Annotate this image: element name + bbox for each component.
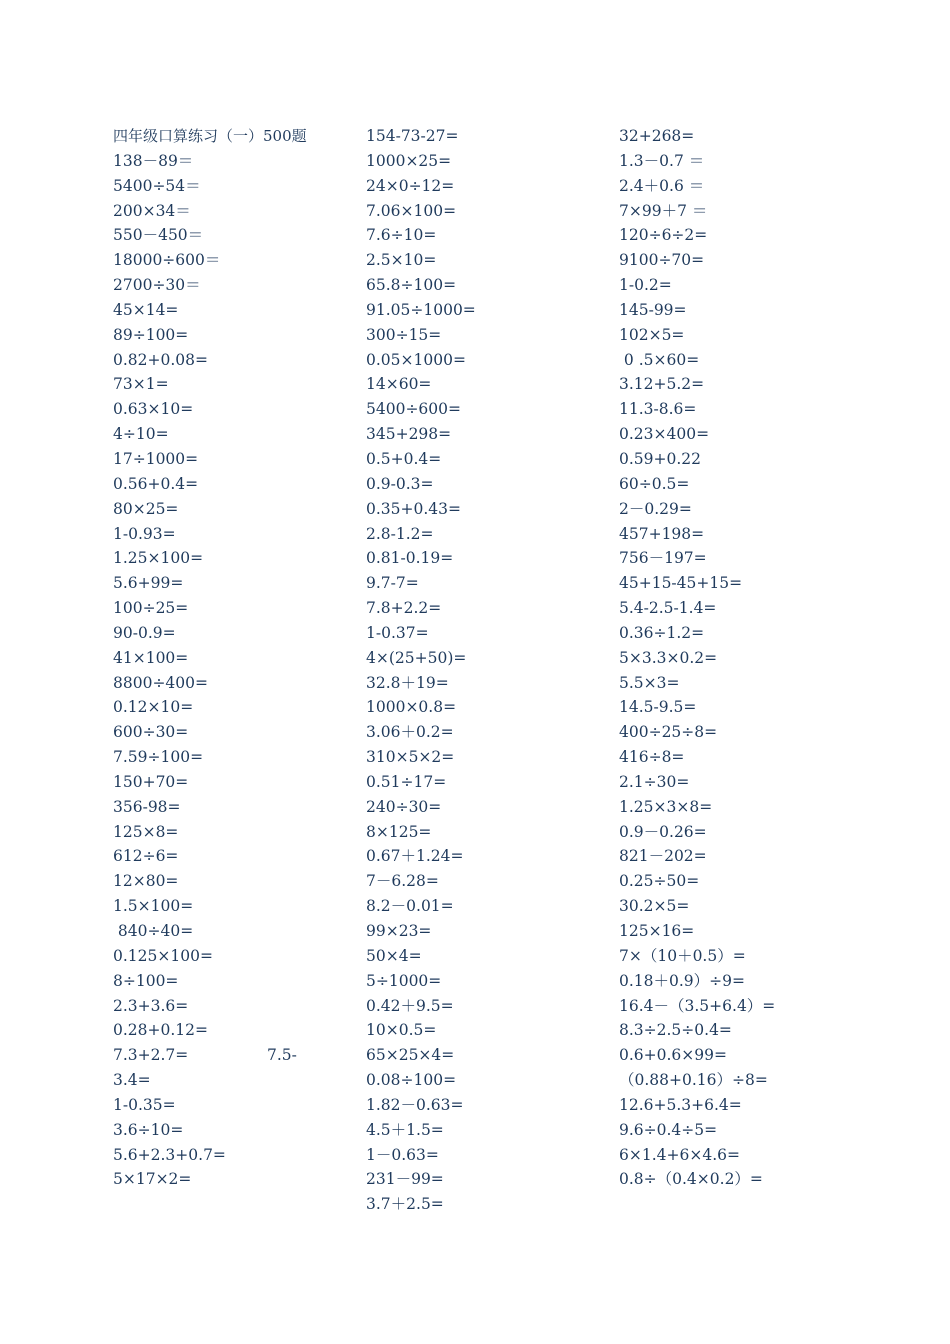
problem-item: 0.63×10=	[113, 400, 194, 419]
problem-item: 4×(25+50)=	[366, 648, 467, 667]
problem-item: 7.8+2.2=	[366, 599, 442, 618]
problem-text-continued: 7.5-	[267, 1046, 297, 1065]
problem-item: 11.3-8.6=	[619, 400, 697, 419]
problem-item: 65×25×4=	[366, 1046, 455, 1065]
problem-item: 1-0.37=	[366, 623, 429, 642]
problem-item: 41×100=	[113, 648, 189, 667]
problem-item: 32.8＋19=	[366, 673, 449, 692]
problem-item: 5÷1000=	[366, 971, 442, 990]
problem-item: 0.36÷1.2=	[619, 623, 705, 642]
problem-item: 1.82－0.63=	[366, 1095, 464, 1114]
problem-item: 3.4=	[113, 1071, 151, 1090]
problem-item: 0.5+0.4=	[366, 449, 442, 468]
problem-item: 2.4＋0.6 ＝	[619, 176, 705, 195]
problem-item: 12.6+5.3+6.4=	[619, 1095, 742, 1114]
problem-item: 50×4=	[366, 946, 422, 965]
problem-item: 73×1=	[113, 375, 169, 394]
problem-item: 0.56+0.4=	[113, 474, 199, 493]
problem-item: 5.4-2.5-1.4=	[619, 599, 717, 618]
problem-item: 17÷1000=	[113, 449, 199, 468]
problem-item: 0.9-0.3=	[366, 474, 434, 493]
problem-item: 416÷8=	[619, 748, 685, 767]
problem-item: 2－0.29=	[619, 499, 692, 518]
problem-item: 600÷30=	[113, 723, 189, 742]
problem-item: 7×（10＋0.5）=	[619, 946, 746, 965]
problem-item: 8.3÷2.5÷0.4=	[619, 1021, 732, 1040]
problem-item: 7×99＋7 ＝	[619, 201, 708, 220]
problem-item: 14.5-9.5=	[619, 698, 697, 717]
problem-item: 150+70=	[113, 772, 189, 791]
problem-item: 0.6+0.6×99=	[619, 1046, 727, 1065]
problem-item: 91.05÷1000=	[366, 300, 476, 319]
problem-column-1	[113, 124, 353, 1192]
problem-item: 60÷0.5=	[619, 474, 690, 493]
problem-item: 99×23=	[366, 922, 432, 940]
problem-item: 1000×25=	[366, 151, 452, 170]
problem-item: 90-0.9=	[113, 623, 176, 642]
problem-item: 400÷25÷8=	[619, 723, 718, 742]
problem-item: 120÷6÷2=	[619, 226, 708, 245]
problem-item: 125×16=	[619, 922, 695, 940]
problem-item: 5.5×3=	[619, 673, 680, 692]
problem-item: 16.4－（3.5+6.4）=	[619, 996, 776, 1015]
problem-item: 200×34＝	[113, 201, 191, 220]
problem-item: 5×17×2=	[113, 1170, 192, 1189]
problem-item: 5.6+99=	[113, 574, 184, 593]
problem-item: 9.6÷0.4÷5=	[619, 1120, 718, 1139]
problem-item: 0.8÷（0.4×0.2）=	[619, 1170, 763, 1189]
problem-item: 5×3.3×0.2=	[619, 648, 718, 667]
problem-item: 0.82+0.08=	[113, 350, 208, 369]
problem-item: 3.12+5.2=	[619, 375, 705, 394]
problem-item: 65.8÷100=	[366, 276, 457, 295]
problem-item: 89÷100=	[113, 325, 189, 344]
problem-item: 138－89＝	[113, 151, 194, 170]
problem-item: 3.6÷10=	[113, 1120, 184, 1139]
problem-item: （0.88+0.16）÷8=	[619, 1071, 768, 1090]
problem-item: 80×25=	[113, 499, 179, 518]
worksheet-title: 四年级口算练习（一）500题	[113, 127, 307, 145]
problem-item: 2.1÷30=	[619, 772, 690, 791]
problem-item: 0.59+0.22	[619, 449, 702, 468]
problem-item: 5400÷54＝	[113, 176, 201, 195]
problem-item: 12×80=	[113, 872, 179, 891]
problem-item: 240÷30=	[366, 797, 442, 816]
problem-item: 1-0.2=	[619, 276, 672, 295]
problem-item: 0.51÷17=	[366, 772, 447, 791]
problem-item: 3.7＋2.5=	[366, 1195, 444, 1214]
problem-item	[113, 1043, 353, 1068]
problem-item: 14×60=	[366, 375, 432, 394]
problem-item: 7－6.28=	[366, 872, 439, 891]
problem-item: 10×0.5=	[366, 1021, 437, 1040]
problem-item: 2700÷30＝	[113, 276, 201, 295]
problem-item: 8×125=	[366, 822, 432, 841]
problem-item: 1.5×100=	[113, 897, 194, 916]
problem-item: 1-0.93=	[113, 524, 176, 543]
problem-item: 756－197=	[619, 549, 707, 568]
problem-text: 7.3+2.7=	[113, 1046, 189, 1065]
problem-item: 154-73-27=	[366, 127, 459, 145]
problem-item: 102×5=	[619, 325, 685, 344]
problem-column-2	[366, 124, 606, 1217]
problem-item: 5400÷600=	[366, 400, 462, 419]
problem-item: 8.2－0.01=	[366, 897, 454, 916]
problem-item: 0.42＋9.5=	[366, 996, 454, 1015]
problem-item: 45+15-45+15=	[619, 574, 743, 593]
problem-item: 32+268=	[619, 127, 695, 145]
problem-item: 840÷40=	[113, 922, 194, 940]
problem-item: 0.81-0.19=	[366, 549, 454, 568]
problem-item: 1.3－0.7 ＝	[619, 151, 705, 170]
problem-item: 24×0÷12=	[366, 176, 455, 195]
problem-item: 6×1.4+6×4.6=	[619, 1145, 740, 1164]
problem-item: 310×5×2=	[366, 748, 455, 767]
problem-item: 9100÷70=	[619, 251, 705, 270]
problem-item: 0.12×10=	[113, 698, 194, 717]
problem-item: 0.125×100=	[113, 946, 213, 965]
problem-column-3	[619, 124, 919, 1192]
problem-item: 145-99=	[619, 300, 687, 319]
problem-item: 0.23×400=	[619, 425, 710, 444]
problem-item: 0.25÷50=	[619, 872, 700, 891]
problem-item: 300÷15=	[366, 325, 442, 344]
problem-item: 7.59÷100=	[113, 748, 204, 767]
problem-item: 0.28+0.12=	[113, 1021, 208, 1040]
problem-item: 8800÷400=	[113, 673, 209, 692]
problem-item: 457+198=	[619, 524, 705, 543]
problem-item: 1－0.63=	[366, 1145, 439, 1164]
problem-item: 8÷100=	[113, 971, 179, 990]
problem-item: 612÷6=	[113, 847, 179, 866]
problem-item: 1.25×3×8=	[619, 797, 713, 816]
problem-item: 345+298=	[366, 425, 452, 444]
problem-item: 9.7-7=	[366, 574, 419, 593]
problem-item: 1-0.35=	[113, 1095, 176, 1114]
problem-item: 550－450＝	[113, 226, 204, 245]
problem-item: 7.6÷10=	[366, 226, 437, 245]
problem-item: 231－99=	[366, 1170, 444, 1189]
problem-item: 4.5＋1.5=	[366, 1120, 444, 1139]
problem-item: 821－202=	[619, 847, 707, 866]
problem-item: 0 .5×60=	[619, 350, 700, 369]
problem-item: 2.5×10=	[366, 251, 437, 270]
problem-item: 18000÷600＝	[113, 251, 221, 270]
problem-item: 7.06×100=	[366, 201, 457, 220]
problem-item: 1.25×100=	[113, 549, 204, 568]
problem-item: 125×8=	[113, 822, 179, 841]
problem-item: 3.06＋0.2=	[366, 723, 454, 742]
problem-item: 0.05×1000=	[366, 350, 466, 369]
problem-item: 2.8-1.2=	[366, 524, 434, 543]
problem-item: 0.18＋0.9）÷9=	[619, 971, 745, 990]
problem-item: 100÷25=	[113, 599, 189, 618]
problem-item: 45×14=	[113, 300, 179, 319]
problem-item: 0.9－0.26=	[619, 822, 707, 841]
problem-item: 1000×0.8=	[366, 698, 457, 717]
problem-item: 4÷10=	[113, 425, 169, 444]
problem-item: 5.6+2.3+0.7=	[113, 1145, 226, 1164]
problem-item: 2.3+3.6=	[113, 996, 189, 1015]
problem-item: 0.35+0.43=	[366, 499, 461, 518]
problem-item: 0.67＋1.24=	[366, 847, 464, 866]
problem-item: 356-98=	[113, 797, 181, 816]
problem-item: 30.2×5=	[619, 897, 690, 916]
problem-item: 0.08÷100=	[366, 1071, 457, 1090]
